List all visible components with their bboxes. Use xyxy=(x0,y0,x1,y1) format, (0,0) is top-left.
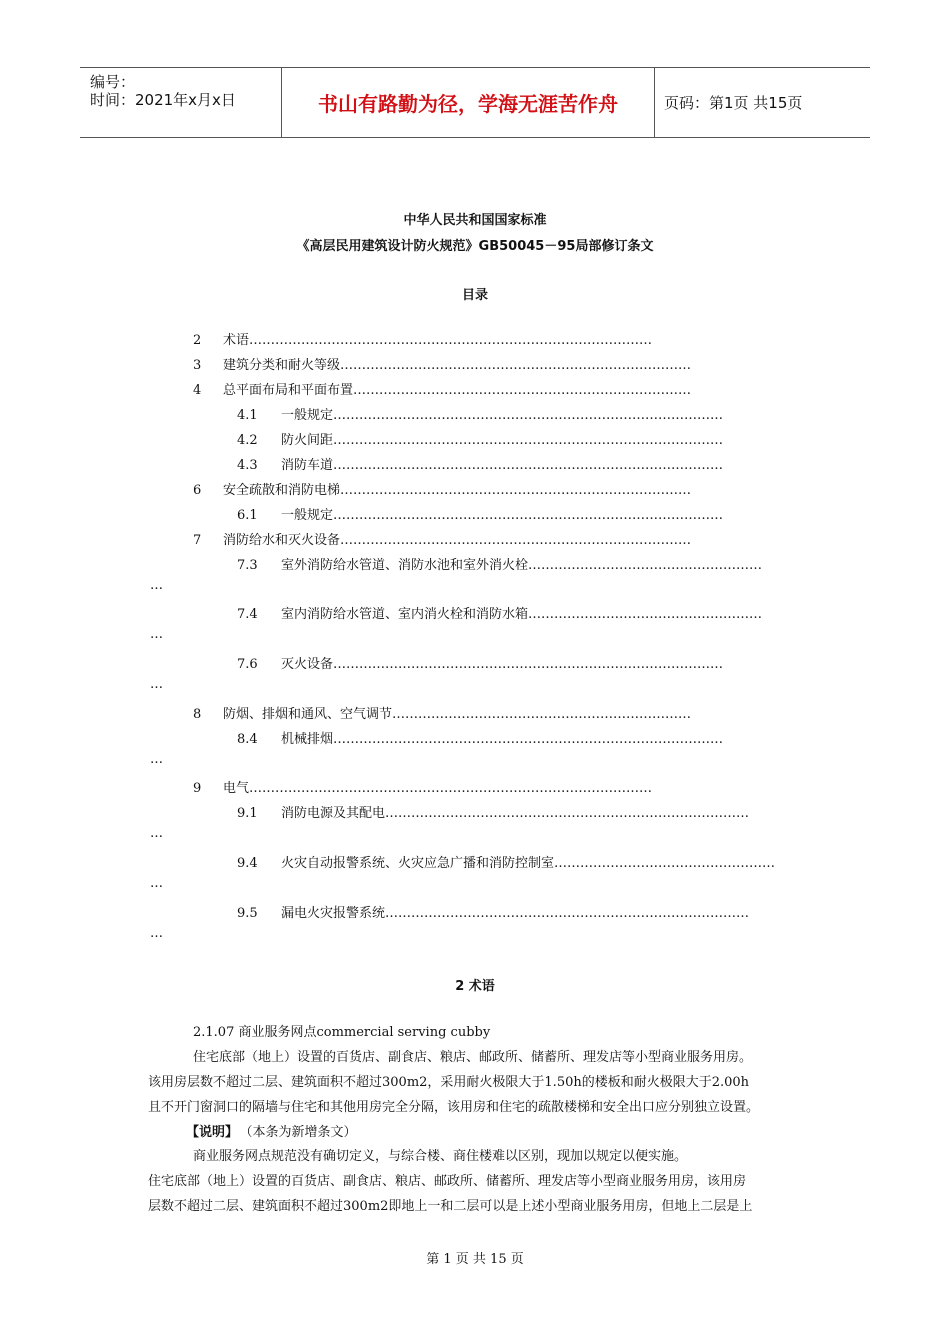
toc-entry-number: 7.6 xyxy=(237,657,258,672)
toc-entry-leader: ………………………………………………………………………… xyxy=(385,806,750,821)
toc-entry-number: 9.4 xyxy=(237,856,258,871)
motto: 书山有路勤为径，学海无涯苦作舟 xyxy=(281,68,655,137)
toc-entry-leader: …………………………………………………………………… xyxy=(353,383,692,398)
toc-entry-label: 安全疏散和消防电梯 xyxy=(223,483,341,498)
note-line xyxy=(186,1121,357,1140)
page-header xyxy=(80,67,870,138)
date-line: 时间：2021年x月x日 xyxy=(90,91,236,109)
doc-title-2: 《高层民用建筑设计防火规范》GB50045－95局部修订条文 xyxy=(296,239,654,254)
toc-entry-label: 防烟、排烟和通风、空气调节 xyxy=(223,707,393,722)
toc-entry-number: 7 xyxy=(193,533,202,548)
toc-entry[interactable] xyxy=(237,728,723,747)
toc-entry-number: 2 xyxy=(193,333,202,348)
page-footer: 第 1 页 共 15 页 xyxy=(426,1252,524,1267)
toc-entry[interactable] xyxy=(237,603,762,622)
toc-entry-leader: ……………………………………………………………………………… xyxy=(333,433,724,448)
toc-entry[interactable] xyxy=(237,404,723,423)
toc-entry-leader: ……………………………………………………………………… xyxy=(340,358,692,373)
toc-entry-label: 消防电源及其配电 xyxy=(281,806,386,821)
toc-entry[interactable] xyxy=(237,653,723,672)
toc-entry-label: 火灾自动报警系统、火灾应急广播和消防控制室 xyxy=(281,856,555,871)
toc-entry-label: 漏电火灾报警系统 xyxy=(281,906,386,921)
note-text: （本条为新增条文） xyxy=(246,1125,357,1140)
toc-entry-leader: …………………………………………… xyxy=(554,856,776,871)
toc-entry-leader: ……………………………………………………………………………… xyxy=(333,458,724,473)
toc-entry-number: 8 xyxy=(193,707,202,722)
toc-entry-label: 机械排烟 xyxy=(281,732,334,747)
toc-entry-leader: ……………………………………………………………………………… xyxy=(333,508,724,523)
toc-entry-label: 术语 xyxy=(223,333,250,348)
toc-entry-leader: ………………………………………………………………………………… xyxy=(249,781,653,796)
toc-entry-number: 6 xyxy=(193,483,202,498)
toc-entry-number: 4.2 xyxy=(237,433,258,448)
toc-overflow-leader: … xyxy=(150,578,163,593)
toc-entry-number: 4 xyxy=(193,383,202,398)
page-info: 页码：第1页 共15页 xyxy=(664,94,803,112)
toc-entry-number: 9.1 xyxy=(237,806,258,821)
toc-entry[interactable] xyxy=(193,379,691,398)
toc-entry[interactable] xyxy=(237,429,723,448)
toc-entry-label: 消防车道 xyxy=(281,458,334,473)
body-line-3: 且不开门窗洞口的隔墙与住宅和其他用房完全分隔，该用房和住宅的疏散楼梯和安全出口应分别独立设置。 xyxy=(148,1100,760,1115)
toc-entry-label: 室内消防给水管道、室内消火栓和消防水箱 xyxy=(281,607,529,622)
toc-entry-leader: ……………………………………………………………………………… xyxy=(333,732,724,747)
toc-entry[interactable] xyxy=(193,703,691,722)
toc-entry-label: 防火间距 xyxy=(281,433,334,448)
toc-entry-label: 电气 xyxy=(223,781,250,796)
toc-entry[interactable] xyxy=(193,479,691,498)
toc-entry-number: 3 xyxy=(193,358,202,373)
toc-entry-leader: ……………………………………………… xyxy=(528,558,763,573)
toc-entry-leader: ……………………………………………………………………… xyxy=(340,533,692,548)
toc-entry-label: 消防给水和灭火设备 xyxy=(223,533,341,548)
body-line-5: 住宅底部（地上）设置的百货店、副食店、粮店、邮政所、储蓄所、理发店等小型商业服务用房，该用房 xyxy=(148,1174,747,1189)
toc-entry-number: 7.4 xyxy=(237,607,258,622)
toc-entry-leader: ……………………………………………………………………………… xyxy=(333,657,724,672)
toc-entry-leader: ………………………………………………………………………… xyxy=(385,906,750,921)
toc-entry-leader: ………………………………………………………………………………… xyxy=(249,333,653,348)
toc-entry[interactable] xyxy=(237,852,775,871)
toc-entry[interactable] xyxy=(193,777,652,796)
toc-overflow-leader: … xyxy=(150,752,163,767)
clause-title: 2.1.07 商业服务网点commercial serving cubby xyxy=(193,1025,491,1040)
body-line-4: 商业服务网点规范没有确切定义，与综合楼、商住楼难以区别，现加以规定以便实施。 xyxy=(193,1149,688,1164)
toc-entry-leader: ……………………………………………………………………… xyxy=(340,483,692,498)
toc-entry-label: 一般规定 xyxy=(281,408,334,423)
toc-entry[interactable] xyxy=(237,802,749,821)
toc-entry-leader: …………………………………………………………… xyxy=(392,707,692,722)
toc-entry-number: 7.3 xyxy=(237,558,258,573)
toc-entry-leader: ……………………………………………… xyxy=(528,607,763,622)
toc-entry[interactable] xyxy=(193,329,652,348)
toc-entry-label: 建筑分类和耐火等级 xyxy=(223,358,341,373)
body-line-1: 住宅底部（地上）设置的百货店、副食店、粮店、邮政所、储蓄所、理发店等小型商业服务用房。 xyxy=(193,1050,753,1065)
body-line-2: 该用房层数不超过二层、建筑面积不超过300m2，采用耐火极限大于1.50h的楼板和耐火极限大于2.00h xyxy=(148,1075,750,1090)
toc-overflow-leader: … xyxy=(150,876,163,891)
toc-entry[interactable] xyxy=(193,354,691,373)
toc-entry-label: 总平面布局和平面布置 xyxy=(223,383,354,398)
toc-entry[interactable] xyxy=(237,454,723,473)
toc-entry-number: 4.1 xyxy=(237,408,258,423)
number-label: 编号： xyxy=(90,73,136,91)
toc-overflow-leader: … xyxy=(150,926,163,941)
toc-overflow-leader: … xyxy=(150,627,163,642)
toc-entry-number: 9.5 xyxy=(237,906,258,921)
note-label: 【说明】 xyxy=(186,1125,239,1140)
toc-overflow-leader: … xyxy=(150,826,163,841)
toc-entry-number: 6.1 xyxy=(237,508,258,523)
toc-entry-label: 室外消防给水管道、消防水池和室外消火栓 xyxy=(281,558,529,573)
toc-entry-label: 灭火设备 xyxy=(281,657,334,672)
toc-entry[interactable] xyxy=(193,529,691,548)
toc-entry-number: 8.4 xyxy=(237,732,258,747)
toc-entry[interactable] xyxy=(237,902,749,921)
toc-title: 目录 xyxy=(461,288,488,303)
toc-entry[interactable] xyxy=(237,554,762,573)
header-meta xyxy=(80,68,281,137)
toc-entry-number: 9 xyxy=(193,781,202,796)
toc-entry[interactable] xyxy=(237,504,723,523)
section-heading: 2 术语 xyxy=(455,979,495,994)
toc-entry-label: 一般规定 xyxy=(281,508,334,523)
toc-entry-leader: ……………………………………………………………………………… xyxy=(333,408,724,423)
doc-title-1: 中华人民共和国国家标准 xyxy=(403,213,547,228)
toc-entry-number: 4.3 xyxy=(237,458,258,473)
body-line-6: 层数不超过二层、建筑面积不超过300m2即地上一和二层可以是上述小型商业服务用房，但地上二层是上 xyxy=(148,1199,753,1214)
toc-overflow-leader: … xyxy=(150,677,163,692)
